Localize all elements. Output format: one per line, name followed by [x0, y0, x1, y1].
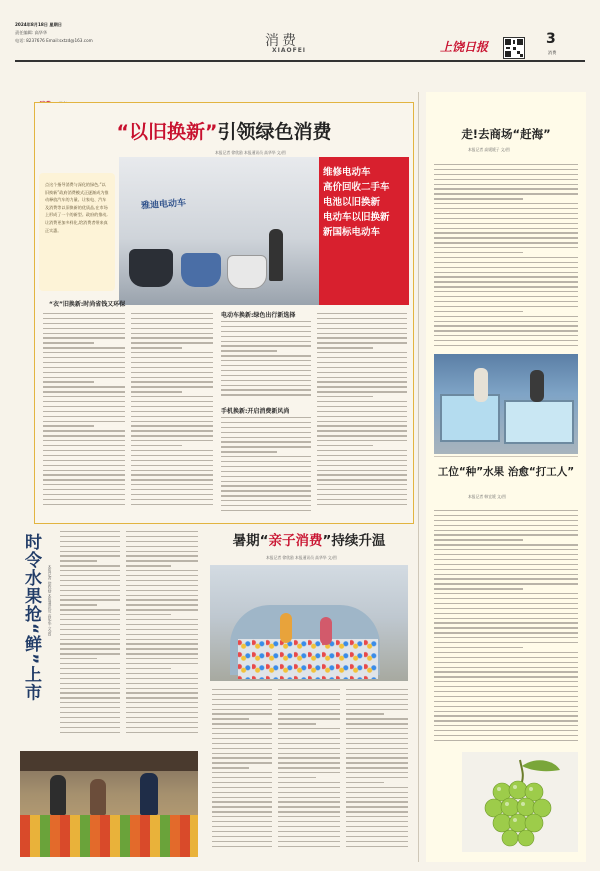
banner-line-2: 高价回收二手车: [323, 182, 390, 193]
masthead: [0, 0, 600, 60]
right-top-body: [434, 164, 578, 350]
banner-line-1: 维修电动车: [323, 167, 371, 178]
right-divider: [434, 456, 578, 457]
shop-person: [269, 229, 283, 281]
main-body-col-1: [43, 313, 125, 517]
child-1: [280, 613, 292, 643]
banner-line-5: 新国标电动车: [323, 227, 381, 238]
right-top-title: 走!去商场“赶海”: [461, 127, 551, 141]
fruit-stall: [20, 815, 198, 857]
summer-article: [206, 525, 412, 860]
issue-date: 2024年8月18日 星期日: [15, 22, 62, 27]
seafood-market-photo: [434, 354, 578, 454]
qr-code-icon: [503, 37, 525, 59]
vendor-3: [140, 773, 158, 815]
ball-pit: [238, 639, 378, 679]
side-byline-wrap: [48, 565, 56, 665]
page-label: 消费: [548, 50, 557, 55]
grapes-photo: [462, 752, 578, 852]
child-2: [320, 617, 332, 645]
vendor-1: [50, 775, 66, 815]
main-body-col-4: [317, 313, 407, 517]
summer-body-col-3: [346, 689, 408, 857]
side-body-col-2: [126, 531, 198, 747]
section-title-en: XIAOFEI: [272, 47, 307, 54]
tank-2: [504, 400, 574, 444]
right-bottom-title: 工位“种”水果 治愈“打工人”: [437, 466, 575, 478]
side-title-text: 时令水果抢“鲜”上市: [21, 533, 41, 702]
summer-title-1: 暑期“: [232, 533, 269, 549]
lead-text: 点这个指导消费与深化的绿色,“以旧换新”政府消费模式正逐渐成为推动释放汽车的力量。让家电、汽车及消费等以旧换新的优质品,在市场上形成了一个的新型。政府的推动,让消费更加多样化,给消费者带来真正实惠。: [45, 182, 109, 233]
scooter-1: [129, 249, 173, 287]
page-number: 3: [546, 31, 556, 47]
main-body-col-2: [131, 313, 213, 517]
right-bottom-body: [434, 510, 578, 748]
summer-title: [206, 529, 412, 549]
scooter-3: [227, 255, 267, 289]
side-body-col-1: [60, 531, 120, 747]
shopper-2: [530, 370, 544, 402]
main-title-rest: 引领绿色消费: [217, 121, 332, 143]
main-body-col-5: [221, 417, 311, 517]
side-byline: 本报记者 徐欣励 本报通讯员 高华华 文/图: [48, 565, 53, 636]
main-article-title: [35, 117, 413, 144]
banner-line-4: 电动车以旧换新: [323, 212, 390, 223]
column-divider: [418, 92, 419, 862]
kids-playground-photo: [210, 565, 408, 681]
right-top-byline: 本报记者 高媛媛子 文/图: [468, 147, 510, 152]
summer-body-col-1: [212, 689, 272, 857]
main-subhead-3: 手机换新:开启消费新风尚: [221, 408, 290, 415]
shopper-1: [474, 368, 488, 402]
summer-byline: 本报记者 徐欣励 本报通讯员 高华华 文/图: [266, 555, 337, 560]
main-subhead-1: “衣”旧换新:时尚省钱又环保: [49, 301, 126, 308]
side-title: [20, 533, 44, 701]
side-article: [14, 525, 204, 860]
fruit-market-photo: [20, 751, 198, 857]
column-tag: [38, 91, 67, 101]
storefront-sign: 雅迪电动车: [140, 198, 187, 212]
main-title-quoted: “以旧换新”: [116, 121, 218, 143]
main-article-byline: 本报记者 徐欣励 本报通讯员 高华华 文/图: [215, 150, 286, 155]
tank-1: [440, 394, 500, 442]
right-bottom-byline: 本报记者 韩宜媛 文/图: [468, 494, 506, 499]
summer-title-2: 亲子消费: [268, 533, 323, 549]
section-title: 消费: [265, 33, 299, 49]
summer-title-3: ”持续升温: [322, 533, 386, 549]
grapes-icon: [462, 752, 578, 852]
editor-line: 责任编辑: 高华华: [15, 30, 48, 35]
main-subhead-2: 电动车换新:绿色出行新选择: [221, 312, 296, 319]
masthead-rule: [15, 60, 585, 62]
red-banner: [319, 157, 409, 305]
lead-box: [39, 173, 115, 291]
banner-line-3: 电池以旧换新: [323, 197, 381, 208]
right-column: [426, 92, 586, 862]
market-awning: [20, 751, 198, 771]
main-body-col-3: [221, 321, 311, 403]
summer-body-col-2: [278, 689, 340, 857]
scooter-2: [181, 253, 221, 287]
vendor-2: [90, 779, 106, 815]
main-photo: [119, 157, 409, 305]
newspaper-logo: 上饶日报: [440, 40, 489, 54]
contact-line: 电话: 8237676 Email:sxtzd@163.com: [15, 38, 93, 43]
main-article: [34, 102, 414, 524]
